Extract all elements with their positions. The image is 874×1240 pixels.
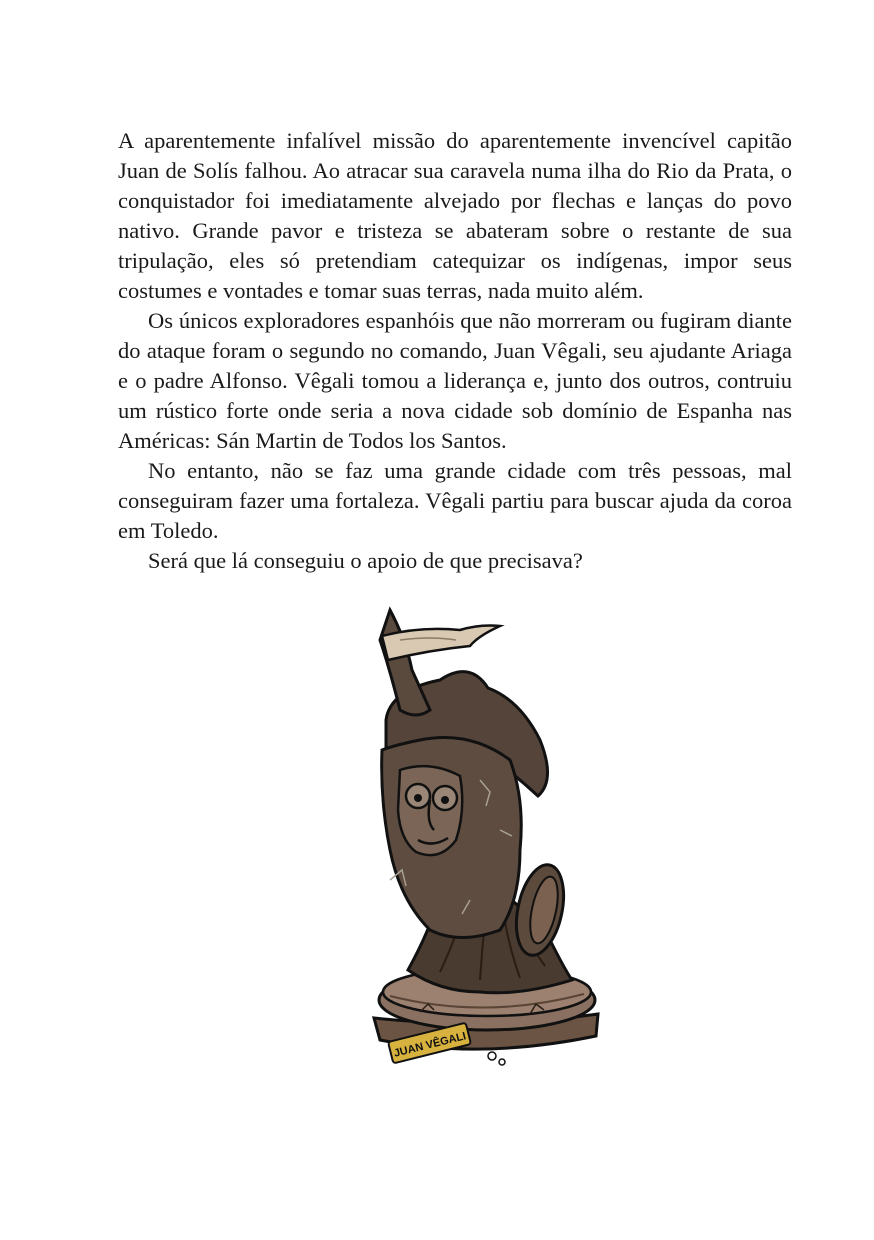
- paragraph-4: Será que lá conseguiu o apoio de que precisava?: [148, 548, 583, 573]
- broken-statue-illustration: [360, 600, 610, 1080]
- plaque-text: JUAN VÊGALI: [392, 1030, 468, 1060]
- paragraph-3: No entanto, não se faz uma grande cidade com três pessoas, mal conseguiram fazer uma fortaleza. Vêgali partiu para buscar ajuda da coroa em Toledo.: [118, 458, 792, 543]
- body-text: [118, 126, 792, 576]
- paragraph-2: Os únicos exploradores espanhóis que não morreram ou fugiram diante do ataque foram o segundo no comando, Juan Vêgali, seu ajudante Ariaga e o padre Alfonso. Vêgali tomou a liderança e, junto dos outros, contruiu um rústico forte onde seria a nova cidade sob domínio de Espanha nas Américas: Sán Martin de Todos los Santos.: [118, 308, 792, 453]
- paragraph-1: A aparentemente infalível missão do aparentemente invencível capitão Juan de Solís falhou. Ao atracar sua caravela numa ilha do Rio da Prata, o conquistador foi imediatamente alvejado por flechas e lanças do povo nativo. Grande pavor e tristeza se abateram sobre o restante de sua tripulação, eles só pretendiam catequizar os indígenas, impor seus costumes e vontades e tomar suas terras, nada muito além.: [118, 128, 792, 303]
